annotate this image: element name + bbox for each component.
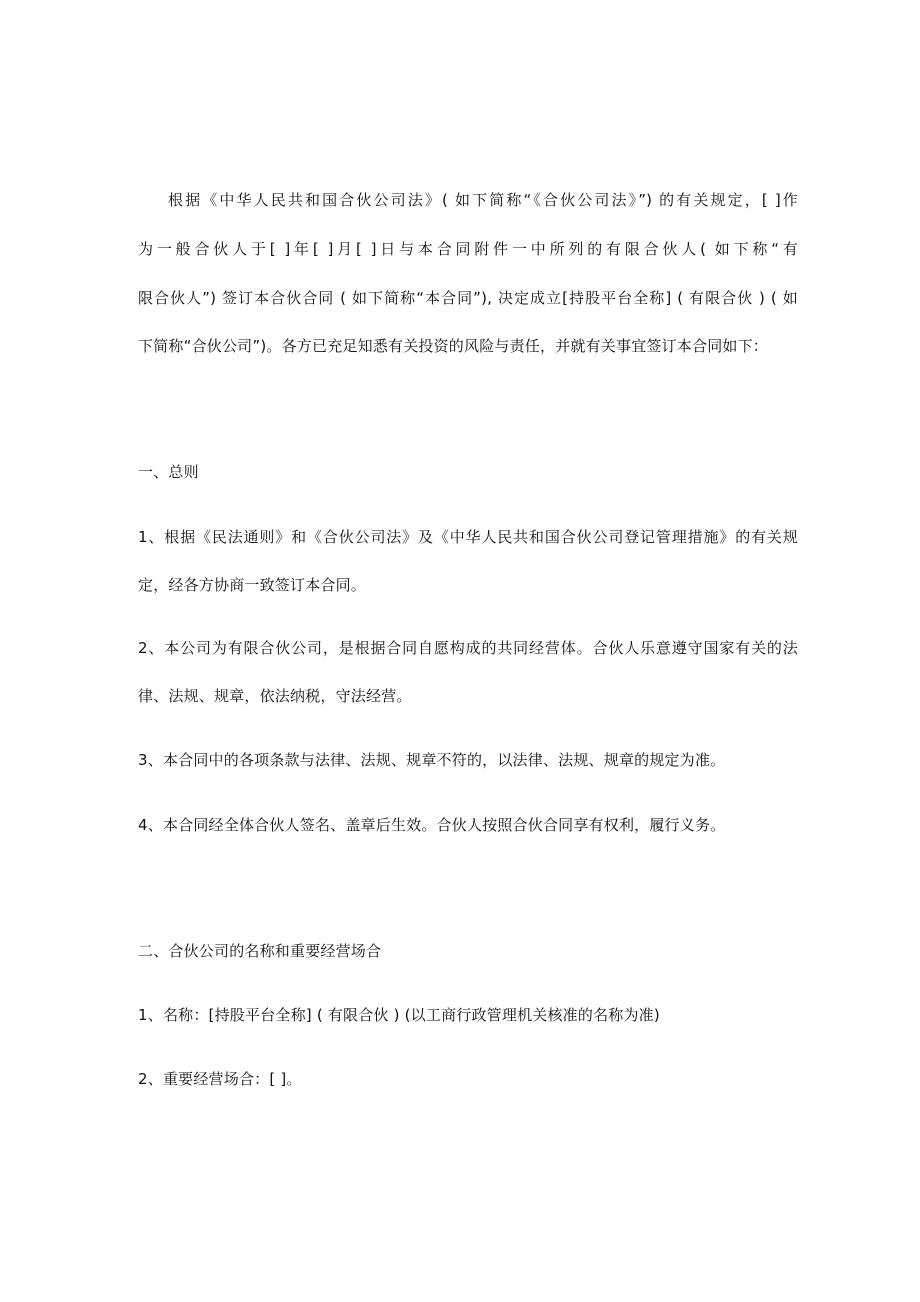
section-1-heading: 一、总则 (138, 463, 199, 481)
section-1-item-3: 3、本合同中的各项条款与法律、法规、规章不符的，以法律、法规、规章的规定为准。 (138, 751, 726, 769)
preamble-line-4: 下简称“合伙公司”)。各方已充足知悉有关投资的风险与责任，并就有关事宜签订本合同如下： (138, 337, 768, 355)
section-2-heading: 二、合伙公司的名称和重要经营场合 (138, 942, 382, 960)
section-2-item-2: 2、重要经营场合：[ ]。 (138, 1070, 302, 1088)
section-1-item-1-line-1: 1、根据《民法通则》和《合伙公司法》及《中华人民共和国合伙公司登记管理措施》的有关规 (138, 528, 798, 546)
section-1-item-2-line-2: 律、法规、规章，依法纳税，守法经营。 (138, 687, 412, 705)
preamble-line-1: 根据《中华人民共和国合伙公司法》( 如下简称“《合伙公司法》”) 的有关规定，[ ]作 (168, 191, 798, 209)
section-1-item-2-line-1: 2、本公司为有限合伙公司，是根据合同自愿构成的共同经营体。合伙人乐意遵守国家有关的法 (138, 639, 798, 657)
section-1-item-4: 4、本合同经全体合伙人签名、盖章后生效。合伙人按照合伙合同享有权利，履行义务。 (138, 816, 726, 834)
preamble-line-2: 为一般合伙人于[ ]年[ ]月[ ]日与本合同附件一中所列的有限合伙人( 如下称“有 (138, 240, 798, 258)
section-1-item-1-line-2: 定，经各方协商一致签订本合同。 (138, 576, 367, 594)
preamble-line-3: 限合伙人”) 签订本合伙合同 ( 如下简称“本合同”), 决定成立[持股平台全称] ( 有限合伙 ) ( 如 (138, 289, 798, 307)
section-2-item-1: 1、名称：[持股平台全称] ( 有限合伙 ) (以工商行政管理机关核准的名称为准) (138, 1006, 660, 1024)
